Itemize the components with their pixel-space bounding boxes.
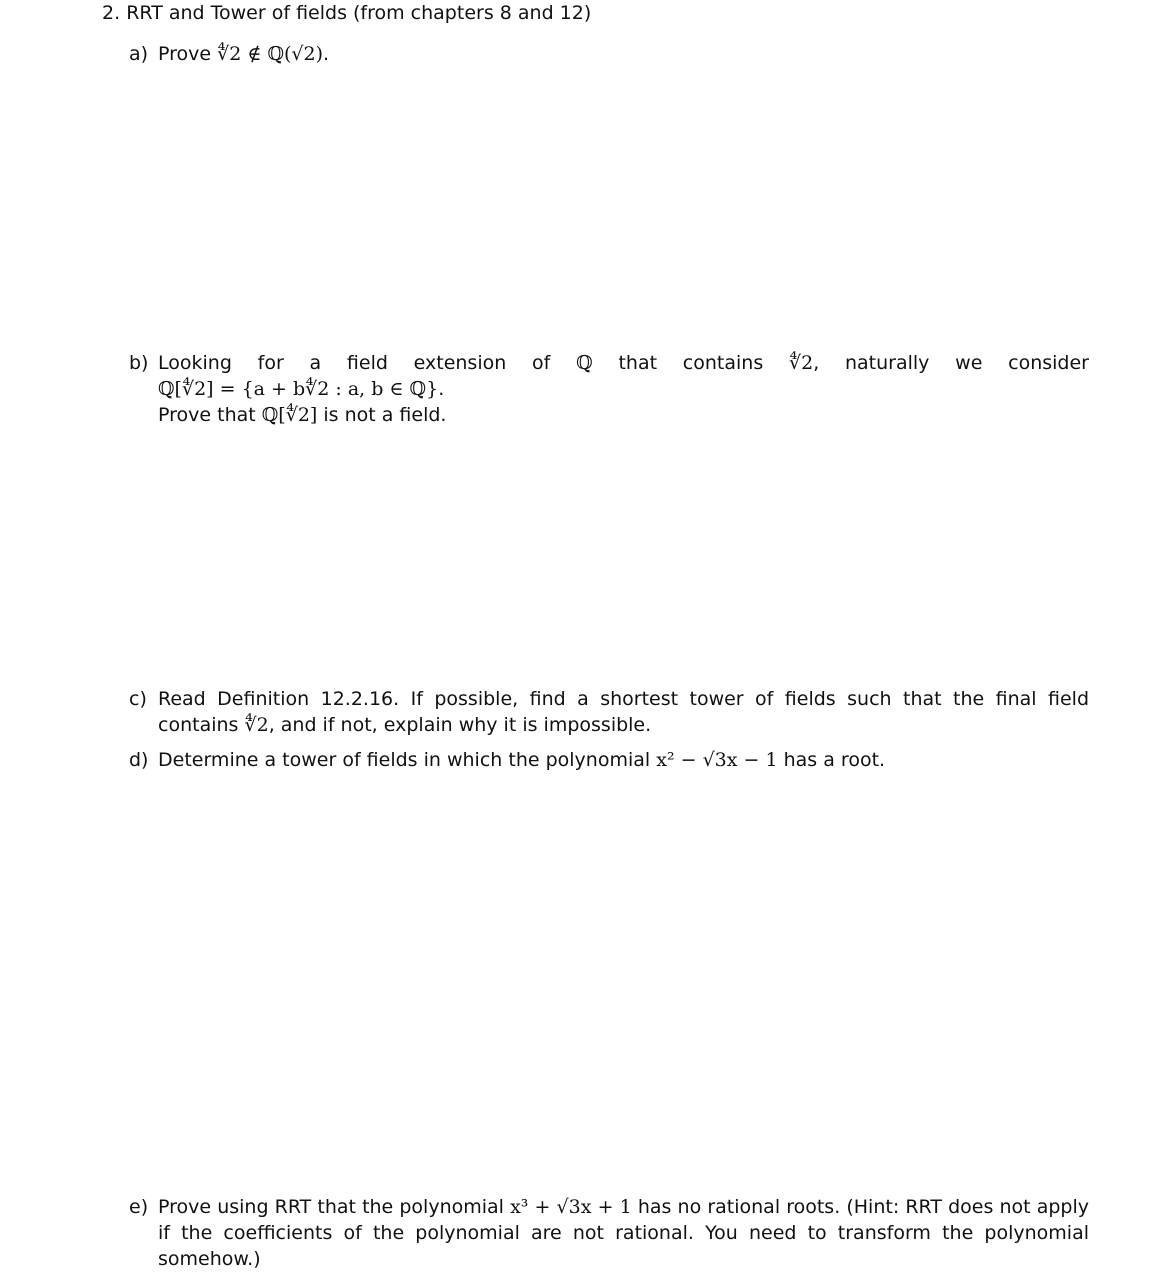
part-e-text-1: Prove using RRT that the polynomial (158, 1196, 504, 1218)
part-a (129, 41, 1089, 67)
part-b-label: b) (129, 352, 149, 374)
problem-number: 2. (102, 2, 121, 24)
part-a-text (158, 41, 1089, 67)
part-c-label: c) (129, 688, 147, 710)
part-b-math-2: ∜2 (788, 352, 814, 374)
part-a-math: ∜2 ∉ ℚ(√2) (217, 43, 324, 65)
part-b-text-4: . (438, 378, 445, 400)
part-b-text-3: , naturally we consider (813, 352, 1089, 374)
part-e-text (158, 1194, 1089, 1272)
problem-title: RRT and Tower of fields (from chapters 8 and 12) (126, 2, 592, 24)
part-c-text (158, 686, 1089, 738)
part-b-text-6: is not a field. (323, 404, 447, 426)
part-c-text-1: Read Definition 12.2.16. If possible, find a shortest tower of fields such that the final field contains (158, 688, 1089, 736)
part-d-math-1: x² − √3x − 1 (656, 749, 778, 771)
part-d-text-2: has a root. (783, 749, 886, 771)
part-b-math-3: ℚ[∜2] = {a + b∜2 : a, b ∈ ℚ} (158, 378, 439, 400)
problem-heading (102, 0, 1102, 26)
part-a-label: a) (129, 43, 149, 65)
part-b-text-5: Prove that (158, 404, 256, 426)
part-b-text-1: Looking for a field extension of (158, 352, 551, 374)
part-a-prompt: Prove (158, 43, 212, 65)
part-b-math-4: ℚ[∜2] (261, 404, 318, 426)
part-b-math-1: ℚ (576, 352, 593, 374)
part-b-text-2: that contains (618, 352, 764, 374)
part-e-math-1: x³ + √3x + 1 (510, 1196, 632, 1218)
part-d-label: d) (129, 749, 149, 771)
part-d-text-1: Determine a tower of fields in which the polynomial (158, 749, 651, 771)
part-b (129, 350, 1089, 428)
part-d-text (158, 747, 1089, 773)
part-c-math-1: ∜2 (244, 714, 269, 736)
part-a-period: . (323, 43, 330, 65)
part-e-label: e) (129, 1196, 149, 1218)
part-d (129, 747, 1089, 773)
part-e-text-2: has no rational roots. (Hint: RRT does not apply if the coefficients of the polynomial are not rational. You need to transform the polynomial somehow.) (158, 1196, 1089, 1270)
part-e (129, 1194, 1089, 1272)
part-c (129, 686, 1089, 738)
part-c-text-2: , and if not, explain why it is impossible. (268, 714, 652, 736)
part-b-text (158, 350, 1089, 428)
